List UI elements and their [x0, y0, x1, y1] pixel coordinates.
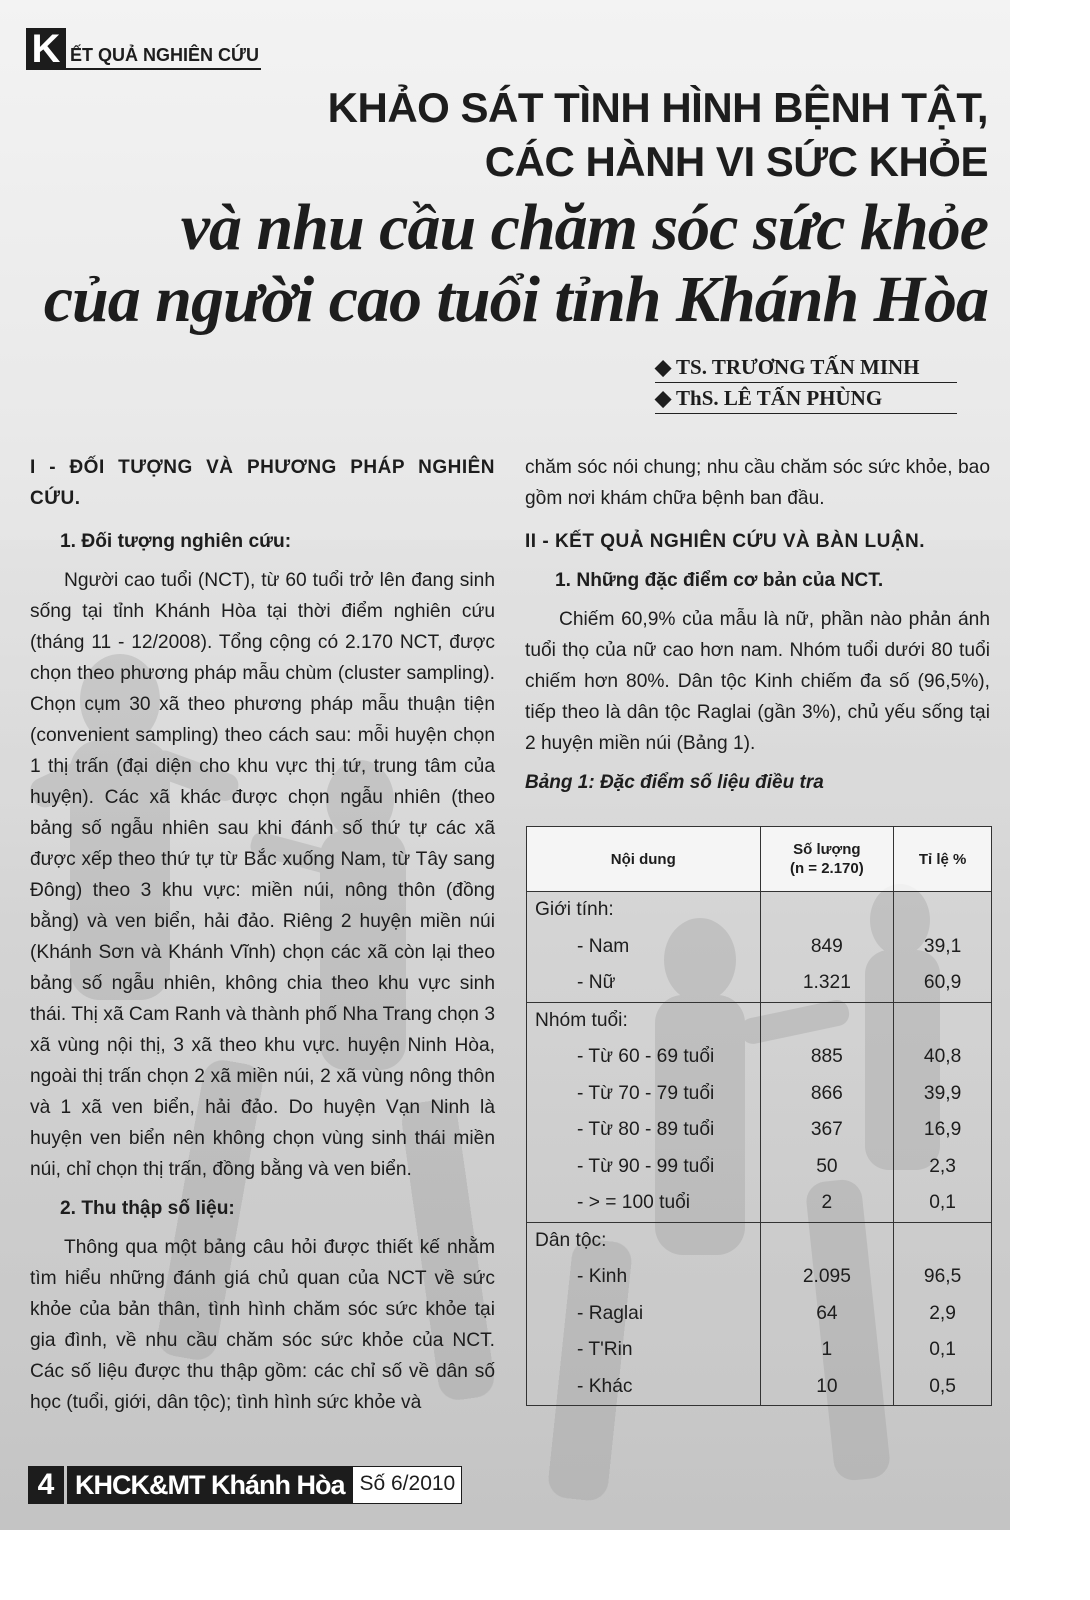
table-caption: Bảng 1: Đặc điểm số liệu điều tra [525, 772, 824, 793]
row-name: - Nam [527, 929, 761, 966]
section-heading-1: I - ĐỐI TƯỢNG VÀ PHƯƠNG PHÁP NGHIÊN CỨU. [30, 457, 495, 509]
table-row [527, 929, 992, 966]
row-count: 2.095 [760, 1259, 894, 1296]
table-row [527, 1332, 992, 1369]
row-count: 1.321 [760, 965, 894, 1002]
row-count: 849 [760, 929, 894, 966]
table-row [527, 1039, 992, 1076]
row-percent: 16,9 [894, 1112, 992, 1149]
table-header-count [760, 827, 894, 892]
table-row [527, 1369, 992, 1406]
row-name: - Từ 60 - 69 tuổi [527, 1039, 761, 1076]
row-percent: 60,9 [894, 965, 992, 1002]
section-heading-2: II - KẾT QUẢ NGHIÊN CỨU VÀ BÀN LUẬN. [525, 531, 926, 552]
paragraph-2: Thông qua một bảng câu hỏi được thiết kế nhằm tìm hiểu những đánh giá chủ quan của NCT về sức khỏe của bản thân, tình hình chăm sóc sức khỏe tại gia đình, về nhu cầu chăm sóc sức khỏe của NCT. Các số liệu được thu thập gồm: các chỉ số về dân số học (tuổi, giới, dân tộc); tình hình sức khỏe và [30, 1237, 495, 1413]
row-count: 1 [760, 1332, 894, 1369]
table-row [527, 1296, 992, 1333]
table-group-label: Nhóm tuổi: [527, 1002, 761, 1039]
margin-white [1010, 0, 1090, 1600]
row-count: 866 [760, 1076, 894, 1113]
author-2: ◆ ThS. LÊ TẤN PHÙNG [655, 383, 957, 414]
row-name: - Từ 80 - 89 tuổi [527, 1112, 761, 1149]
row-percent: 0,1 [894, 1185, 992, 1222]
table-row [527, 1149, 992, 1186]
paragraph-continued: chăm sóc nói chung; nhu cầu chăm sóc sức khỏe, bao gồm nơi khám chữa bệnh ban đầu. [525, 457, 990, 509]
table-row [527, 965, 992, 1002]
left-column [30, 452, 495, 1418]
data-table [526, 826, 992, 1406]
row-count: 10 [760, 1369, 894, 1406]
subheading-1-2: 2. Thu thập số liệu: [60, 1198, 235, 1219]
table-header-percent: Tỉ lệ % [894, 827, 992, 892]
author-1: ◆ TS. TRƯƠNG TẤN MINH [655, 352, 957, 383]
row-percent: 2,9 [894, 1296, 992, 1333]
table-row [527, 1112, 992, 1149]
title-line-1: KHẢO SÁT TÌNH HÌNH BỆNH TẬT, [327, 84, 988, 131]
row-count: 50 [760, 1149, 894, 1186]
section-tag-text: ẾT QUẢ NGHIÊN CỨU [66, 45, 261, 70]
row-name: - Khác [527, 1369, 761, 1406]
table-header-count-n: (n = 2.170) [789, 860, 864, 877]
row-percent: 40,8 [894, 1039, 992, 1076]
row-name: - Từ 70 - 79 tuổi [527, 1076, 761, 1113]
magazine-name: KHCK&MT Khánh Hòa [67, 1466, 352, 1504]
table-row [527, 1076, 992, 1113]
subheading-2-1: 1. Những đặc điểm cơ bản của NCT. [555, 570, 884, 591]
table-header-content: Nội dung [527, 827, 761, 892]
row-percent: 39,9 [894, 1076, 992, 1113]
row-count: 64 [760, 1296, 894, 1333]
table-header-count-label: Số lượng [793, 841, 861, 858]
paragraph-1: Người cao tuổi (NCT), từ 60 tuổi trở lên đang sinh sống tại tỉnh Khánh Hòa tại thời điểm nghiên cứu (tháng 11 - 12/2008). Tổng cộng có 2.170 NCT, được chọn theo phương pháp mẫu chùm (cluster sampling). Chọn cụm 30 xã theo phương pháp mẫu thuận tiện (convenient sampling) theo cách sau: mỗi huyện chọn 1 thị trấn (đại diện cho khu vực thị tứ, trung tâm của huyện). Các xã khác được chọn ngẫu nhiên (theo bảng số ngẫu nhiên sau khi đánh số thứ tự các xã được xếp theo thứ tự từ Bắc xuống Nam, từ Tây sang Đông) theo 3 khu vực: miền núi, nông thôn (đồng bằng) và ven biển, hải đảo. Riêng 2 huyện miền núi (Khánh Sơn và Khánh Vĩnh) chọn các xã còn lại theo bảng số ngẫu nhiên, không chia theo khu vực sinh thái. Thị xã Cam Ranh và thành phố Nha Trang chọn 3 xã vùng nội thị, 3 xã theo khu vực. huyện Ninh Hòa, ngoài thị trấn chọn 2 xã miền núi, 2 xã vùng nông thôn và 1 xã ven biển, hải đảo. Do huyện Vạn Ninh là huyện ven biển nên không chọn vùng sinh thái miền núi, chỉ chọn thị trấn, đồng bằng và ven biển. [30, 570, 495, 1180]
row-name: - T'Rin [527, 1332, 761, 1369]
author-list [655, 352, 957, 414]
page-footer [28, 1466, 462, 1504]
row-count: 885 [760, 1039, 894, 1076]
row-percent: 2,3 [894, 1149, 992, 1186]
row-name: - Raglai [527, 1296, 761, 1333]
table-row [527, 1185, 992, 1222]
row-percent: 0,5 [894, 1369, 992, 1406]
table-group-label: Giới tính: [527, 892, 761, 929]
title-line-3: và nhu cầu chăm sóc sức khỏe [180, 191, 988, 264]
right-column [525, 452, 990, 798]
section-tag [26, 24, 261, 70]
section-tag-letter: K [26, 28, 66, 70]
row-percent: 39,1 [894, 929, 992, 966]
table-group-label: Dân tộc: [527, 1222, 761, 1259]
paragraph-3: Chiếm 60,9% của mẫu là nữ, phần nào phản ánh tuổi thọ của nữ cao hơn nam. Nhóm tuổi dưới 80 tuổi chiếm hơn 80%. Dân tộc Kinh chiếm đa số (96,5%), tiếp theo là dân tộc Raglai (gần 3%), chủ yếu sống tại 2 huyện miền núi (Bảng 1). [525, 609, 990, 754]
row-count: 2 [760, 1185, 894, 1222]
row-name: - > = 100 tuổi [527, 1185, 761, 1222]
page-number: 4 [28, 1466, 64, 1504]
row-count: 367 [760, 1112, 894, 1149]
row-percent: 96,5 [894, 1259, 992, 1296]
table-row [527, 1259, 992, 1296]
row-name: - Từ 90 - 99 tuổi [527, 1149, 761, 1186]
row-name: - Kinh [527, 1259, 761, 1296]
row-name: - Nữ [527, 965, 761, 1002]
row-percent: 0,1 [894, 1332, 992, 1369]
title-line-4: của người cao tuổi tỉnh Khánh Hòa [43, 263, 988, 336]
title-line-2: CÁC HÀNH VI SỨC KHỎE [484, 138, 988, 185]
issue-number: Số 6/2010 [352, 1466, 462, 1504]
subheading-1-1: 1. Đối tượng nghiên cứu: [60, 531, 292, 552]
